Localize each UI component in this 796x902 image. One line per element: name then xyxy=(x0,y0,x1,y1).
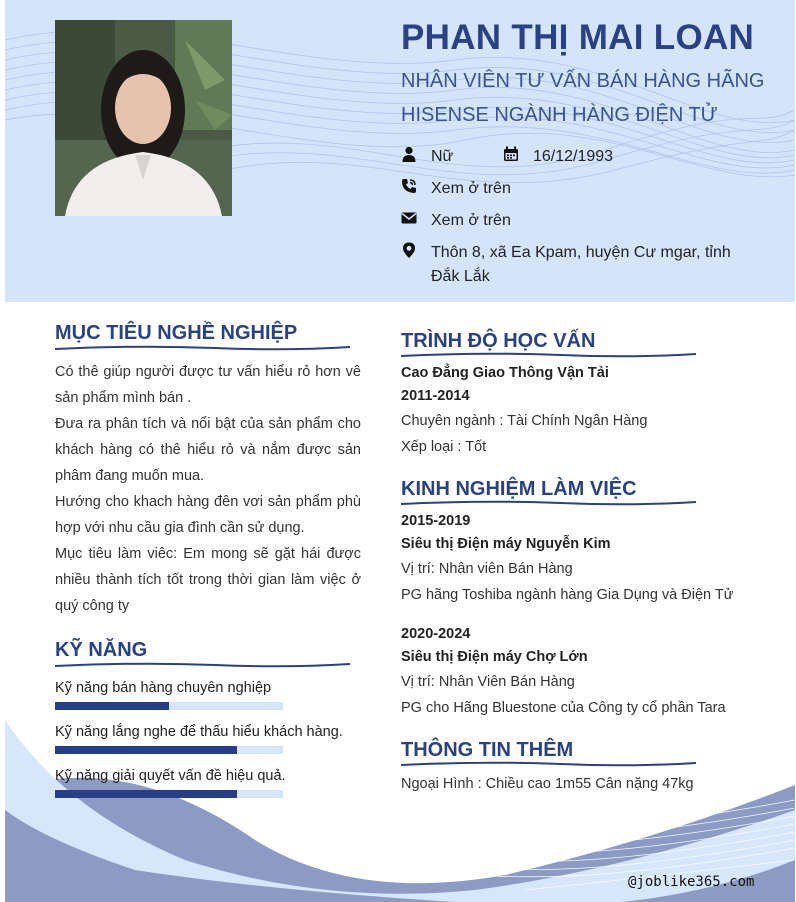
section-title-education: TRÌNH ĐỘ HỌC VẤN xyxy=(401,330,596,352)
birthday-row xyxy=(503,145,663,169)
skill-bar xyxy=(55,702,283,710)
section-underline xyxy=(55,344,350,354)
gender-row xyxy=(401,145,501,169)
candidate-name: PHAN THỊ MAI LOAN xyxy=(401,18,755,57)
objective-paragraph: Mục tiêu làm viêc: Em mong sẽ gặt hái được nhiều thành tích tốt trong thời gian làm việc ở quý công ty xyxy=(55,546,361,614)
phone-value: Xem ở trên xyxy=(431,180,511,197)
job-years: 2020-2024 xyxy=(401,626,471,642)
education-major: Chuyên ngành : Tài Chính Ngân Hàng xyxy=(401,413,648,429)
section-title-experience: KINH NGHIỆM LÀM VIỆC xyxy=(401,478,637,500)
objective-paragraph: Đưa ra phân tích và nổi bật của sản phẩm cho khách hàng có thê hiểu rỏ và nắm được sản phâm đang muốn mua. xyxy=(55,416,361,484)
section-title-skills: KỸ NĂNG xyxy=(55,639,148,661)
location-icon xyxy=(401,242,417,258)
skill-bar-fill xyxy=(55,790,237,798)
address-row xyxy=(401,241,761,289)
email-value: Xem ở trên xyxy=(431,212,511,229)
section-underline xyxy=(401,499,696,509)
watermark: @joblike365.com xyxy=(628,874,755,890)
cv-header xyxy=(5,0,795,302)
job-detail: PG cho Hãng Bluestone của Công ty cổ phần Tara xyxy=(401,700,726,716)
job-position: Vị trí: Nhân viên Bán Hàng xyxy=(401,561,573,577)
education-years: 2011-2014 xyxy=(401,388,470,404)
email-row xyxy=(401,209,761,233)
address-value: Thôn 8, xã Ea Kpam, huyện Cư mgar, tỉnh Đắk Lắk xyxy=(431,244,731,285)
section-underline xyxy=(55,661,350,671)
skill-bar-fill xyxy=(55,702,169,710)
objective-paragraph: Hướng cho khach hàng đên vơi sản phẩm phù hợp với nhu cầu gia đình cần sử dụng. xyxy=(55,494,361,536)
skill-label: Kỹ năng giải quyết vấn đề hiệu quả. xyxy=(55,768,286,784)
skill-label: Kỹ năng lắng nghe để thấu hiểu khách hàng. xyxy=(55,724,343,740)
cv-page xyxy=(5,0,795,902)
job-years: 2015-2019 xyxy=(401,513,471,529)
email-icon xyxy=(401,210,417,226)
phone-row xyxy=(401,177,761,201)
person-icon xyxy=(401,146,417,162)
section-title-extra: THÔNG TIN THÊM xyxy=(401,739,574,761)
birthday-value: 16/12/1993 xyxy=(533,148,614,165)
job-position: Vị trí: Nhân Viên Bán Hàng xyxy=(401,674,575,690)
objective-text xyxy=(55,359,361,619)
job-company: Siêu thị Điện máy Chợ Lớn xyxy=(401,649,588,665)
job-company: Siêu thị Điện máy Nguyễn Kim xyxy=(401,536,611,552)
objective-paragraph: Có thê giúp người được tư vấn hiểu rỏ hơn vê sản phẩm mình bán . xyxy=(55,364,361,406)
section-underline xyxy=(401,351,696,361)
skill-bar xyxy=(55,790,283,798)
skill-label: Kỹ năng bán hàng chuyên nghiệp xyxy=(55,680,272,696)
profile-photo xyxy=(55,20,232,216)
school-name: Cao Đẳng Giao Thông Vận Tải xyxy=(401,365,609,381)
education-rank: Xếp loại : Tốt xyxy=(401,439,487,455)
calendar-icon xyxy=(503,146,519,162)
section-title-objective: MỤC TIÊU NGHỀ NGHIỆP xyxy=(55,322,298,344)
job-title: NHÂN VIÊN TƯ VẤN BÁN HÀNG HÃNG HISENSE NGÀNH HÀNG ĐIỆN TỬ xyxy=(401,70,765,126)
phone-icon xyxy=(401,178,417,194)
skill-bar xyxy=(55,746,283,754)
section-underline xyxy=(401,760,696,770)
skill-bar-fill xyxy=(55,746,237,754)
job-detail: PG hãng Toshiba ngành hàng Gia Dụng và Điện Tử xyxy=(401,587,734,603)
gender-value: Nữ xyxy=(431,148,454,165)
extra-info: Ngoại Hình : Chiều cao 1m55 Cân nặng 47kg xyxy=(401,776,694,792)
